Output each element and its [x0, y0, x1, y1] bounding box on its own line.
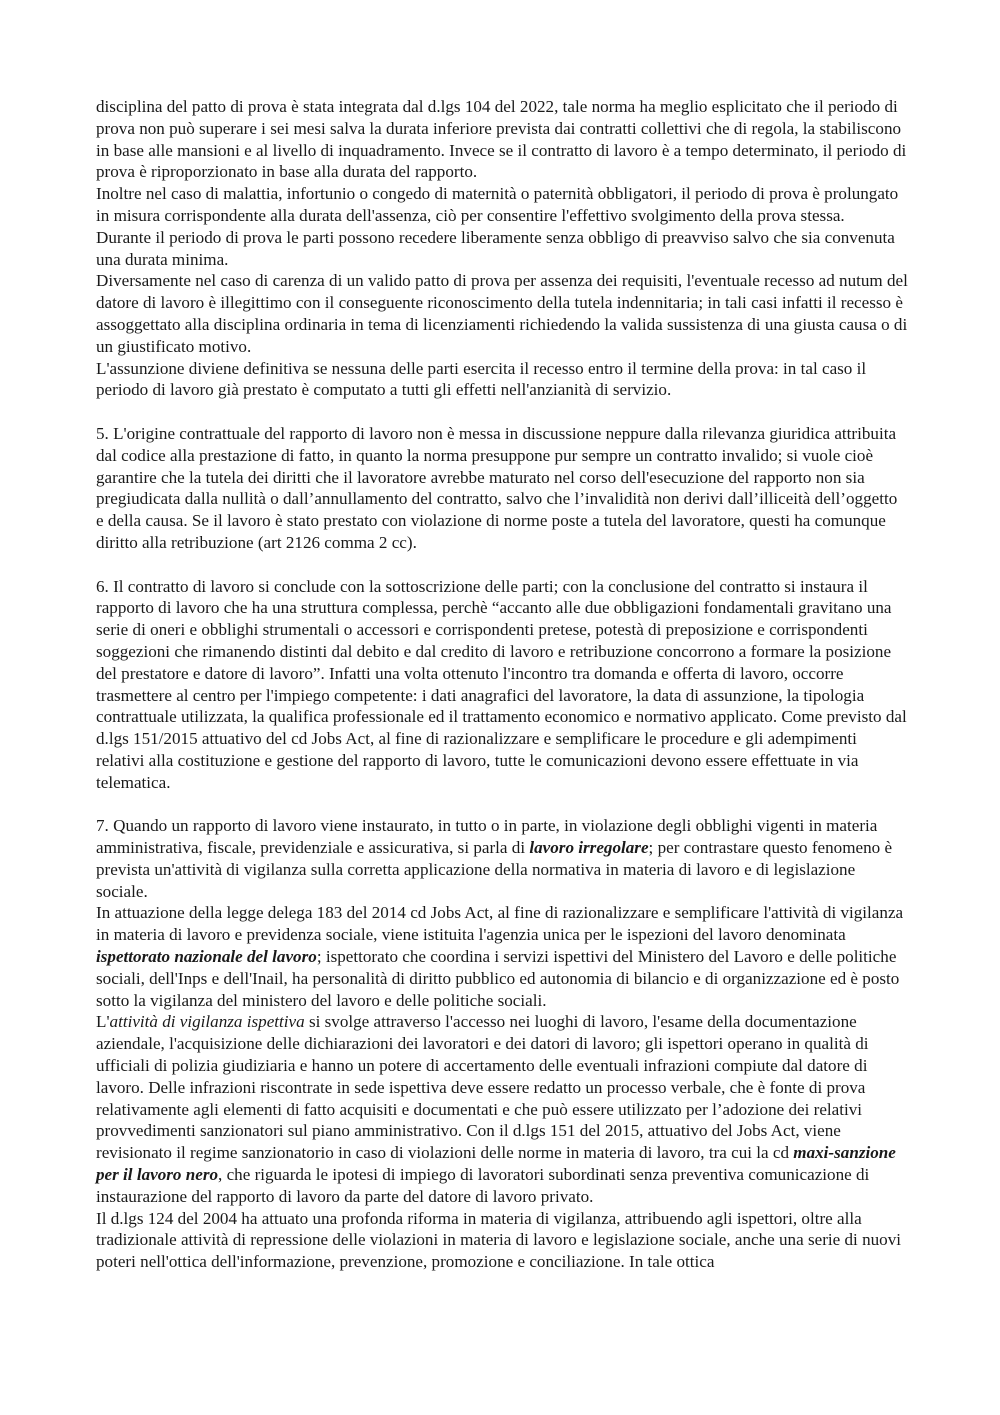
- term-ispettorato-nazionale: ispettorato nazionale del lavoro: [96, 947, 317, 967]
- paragraph-patto-di-prova: disciplina del patto di prova è stata integrata dal d.lgs 104 del 2022, tale norma ha meglio esplicitato che il periodo di prova non può superare i sei mesi salva la durata inferiore prevista dai contratti collettivi che di regola, la stabiliscono in base alle mansioni e al livello di inquadramento. Invece se il contratto di lavoro è a tempo determinato, il periodo di prova è riproporzionato in base alla durata del rapporto.: [96, 97, 907, 182]
- paragraph-recesso: Durante il periodo di prova le parti possono recedere liberamente senza obbligo di preavviso salvo che sia convenuta una durata minima.: [96, 227, 895, 269]
- section-5-paragraph: 5. L'origine contrattuale del rapporto di lavoro non è messa in discussione neppure dalla rilevanza giuridica attribuita dal codice alla prestazione di fatto, in quanto la norma presuppone pur sempre un contratto invalido; si vuole cioè garantire che la tutela dei diritti che il lavoratore avrebbe maturato nel corso dell'esecuzione del rapporto non sia pregiudicata dalla nullità o dall’annullamento del contratto, salvo che l’invalidità non derivi dall’illiceità dell’oggetto e della causa. Se il lavoro è stato prestato con violazione di norme poste a tutela del lavoratore, questi ha comunque diritto alla retribuzione (art 2126 comma 2 cc).: [96, 423, 898, 552]
- text-run: ; ispettorato che coordina i servizi ispettivi del Ministero del Lavoro e delle politiche sociali, dell'Inps e dell'Inail, ha personalità di diritto pubblico ed autonomia di bilancio e di organizzazione ed è posto sotto la vigilanza del ministero del lavoro e delle politiche sociali.: [96, 947, 900, 1010]
- paragraph-carenza-patto: Diversamente nel caso di carenza di un valido patto di prova per assenza dei requisiti, l'eventuale recesso ad nutum del datore di lavoro è illegittimo con il conseguente riconoscimento della tutela indennitaria; in tali casi infatti il recesso è assoggettato alla disciplina ordinaria in tema di licenziamenti richiedendo la valida sussistenza di una giusta causa o di un giustificato motivo.: [96, 271, 908, 356]
- section-7-paragraph-3: [96, 1011, 908, 1207]
- text-run: , che riguarda le ipotesi di impiego di lavoratori subordinati senza preventiva comunicazione di instaurazione del rapporto di lavoro da parte del datore di lavoro privato.: [96, 1165, 870, 1206]
- section-7-paragraph-2: [96, 902, 908, 1011]
- text-run: ; per contrastare questo fenomeno è prevista un'attività di vigilanza sulla corretta applicazione della normativa in materia di lavoro e di legislazione sociale.: [96, 838, 893, 901]
- term-attivita-vigilanza: attività di vigilanza ispettiva: [109, 1012, 305, 1032]
- section-7-paragraph-4: Il d.lgs 124 del 2004 ha attuato una profonda riforma in materia di vigilanza, attribuendo agli ispettori, oltre alla tradizionale attività di repressione delle violazioni in materia di lavoro e legislazione sociale, anche una serie di nuovi poteri nell'ottica dell'informazione, prevenzione, promozione e conciliazione. In tale ottica: [96, 1208, 902, 1272]
- section-7-paragraph-1: [96, 815, 908, 902]
- paragraph-spacer: [96, 401, 908, 423]
- section-6-paragraph: 6. Il contratto di lavoro si conclude con la sottoscrizione delle parti; con la conclusione del contratto si instaura il rapporto di lavoro che ha una struttura complessa, perchè “accanto alle due obbligazioni fondamentali gravitano una serie di oneri e obblighi strumentali o accessori e corrispondenti pretese, potestà di preposizione e corrispondenti soggezioni che rimanendo distinti dal debito e dal credito di lavoro e retribuzione concorrono a formare la posizione del prestatore e datore di lavoro”. Infatti una volta ottenuto l'incontro tra domanda e offerta di lavoro, occorre trasmettere al centro per l'impiego competente: i dati anagrafici del lavoratore, la data di assunzione, la tipologia contrattuale utilizzata, la qualifica professionale ed il trattamento economico e normativo applicato. Come previsto dal d.lgs 151/2015 attuativo del cd Jobs Act, al fine di razionalizzare e semplificare le procedure e gli adempimenti relativi alla costituzione e gestione del rapporto di lavoro, tutte le comunicazioni devono essere effettuate in via telematica.: [96, 576, 907, 792]
- text-run: si svolge attraverso l'accesso nei luoghi di lavoro, l'esame della documentazione aziendale, l'acquisizione delle dichiarazioni dei lavoratori e dei datori di lavoro; gli ispettori operano in qualità di ufficiali di polizia giudiziaria e hanno un potere di accertamento delle eventuali infrazioni compiute dal datore di lavoro. Delle infrazioni riscontrate in sede ispettiva deve essere redatto un processo verbale, che è fonte di prova relativamente agli elementi di fatto acquisiti e documentati e che può essere utilizzato per l’adozione dei relativi provvedimenti sanzionatori sul piano amministrativo. Con il d.lgs 151 del 2015, attuativo del Jobs Act, viene revisionato il regime sanzionatorio in caso di violazioni delle norme in materia di lavoro, tra cui la cd: [96, 1012, 869, 1163]
- paragraph-spacer: [96, 554, 908, 576]
- document-page: [96, 96, 908, 1273]
- term-maxi-sanzione: maxi-sanzione per il lavoro nero: [96, 1143, 896, 1185]
- text-run: 7. Quando un rapporto di lavoro viene instaurato, in tutto o in parte, in violazione degli obblighi vigenti in materia amministrativa, fiscale, previdenziale e assicurativa, si parla di: [96, 816, 878, 858]
- term-lavoro-irregolare: lavoro irregolare: [529, 838, 649, 858]
- paragraph-malattia: Inoltre nel caso di malattia, infortunio o congedo di maternità o paternità obbligatori, il periodo di prova è prolungato in misura corrispondente alla durata dell'assenza, ciò per consentire l'effettivo svolgimento della prova stessa.: [96, 184, 899, 225]
- text-run: In attuazione della legge delega 183 del 2014 cd Jobs Act, al fine di razionalizzare e semplificare l'attività di vigilanza in materia di lavoro e previdenza sociale, viene istituita l'agenzia unica per le ispezioni del lavoro denominata: [96, 903, 904, 945]
- text-run: L': [96, 1012, 110, 1032]
- paragraph-spacer: [96, 794, 908, 816]
- paragraph-assunzione-definitiva: L'assunzione diviene definitiva se nessuna delle parti esercita il recesso entro il termine della prova: in tal caso il periodo di lavoro già prestato è computato a tutti gli effetti nell'anzianità di servizio.: [96, 358, 867, 400]
